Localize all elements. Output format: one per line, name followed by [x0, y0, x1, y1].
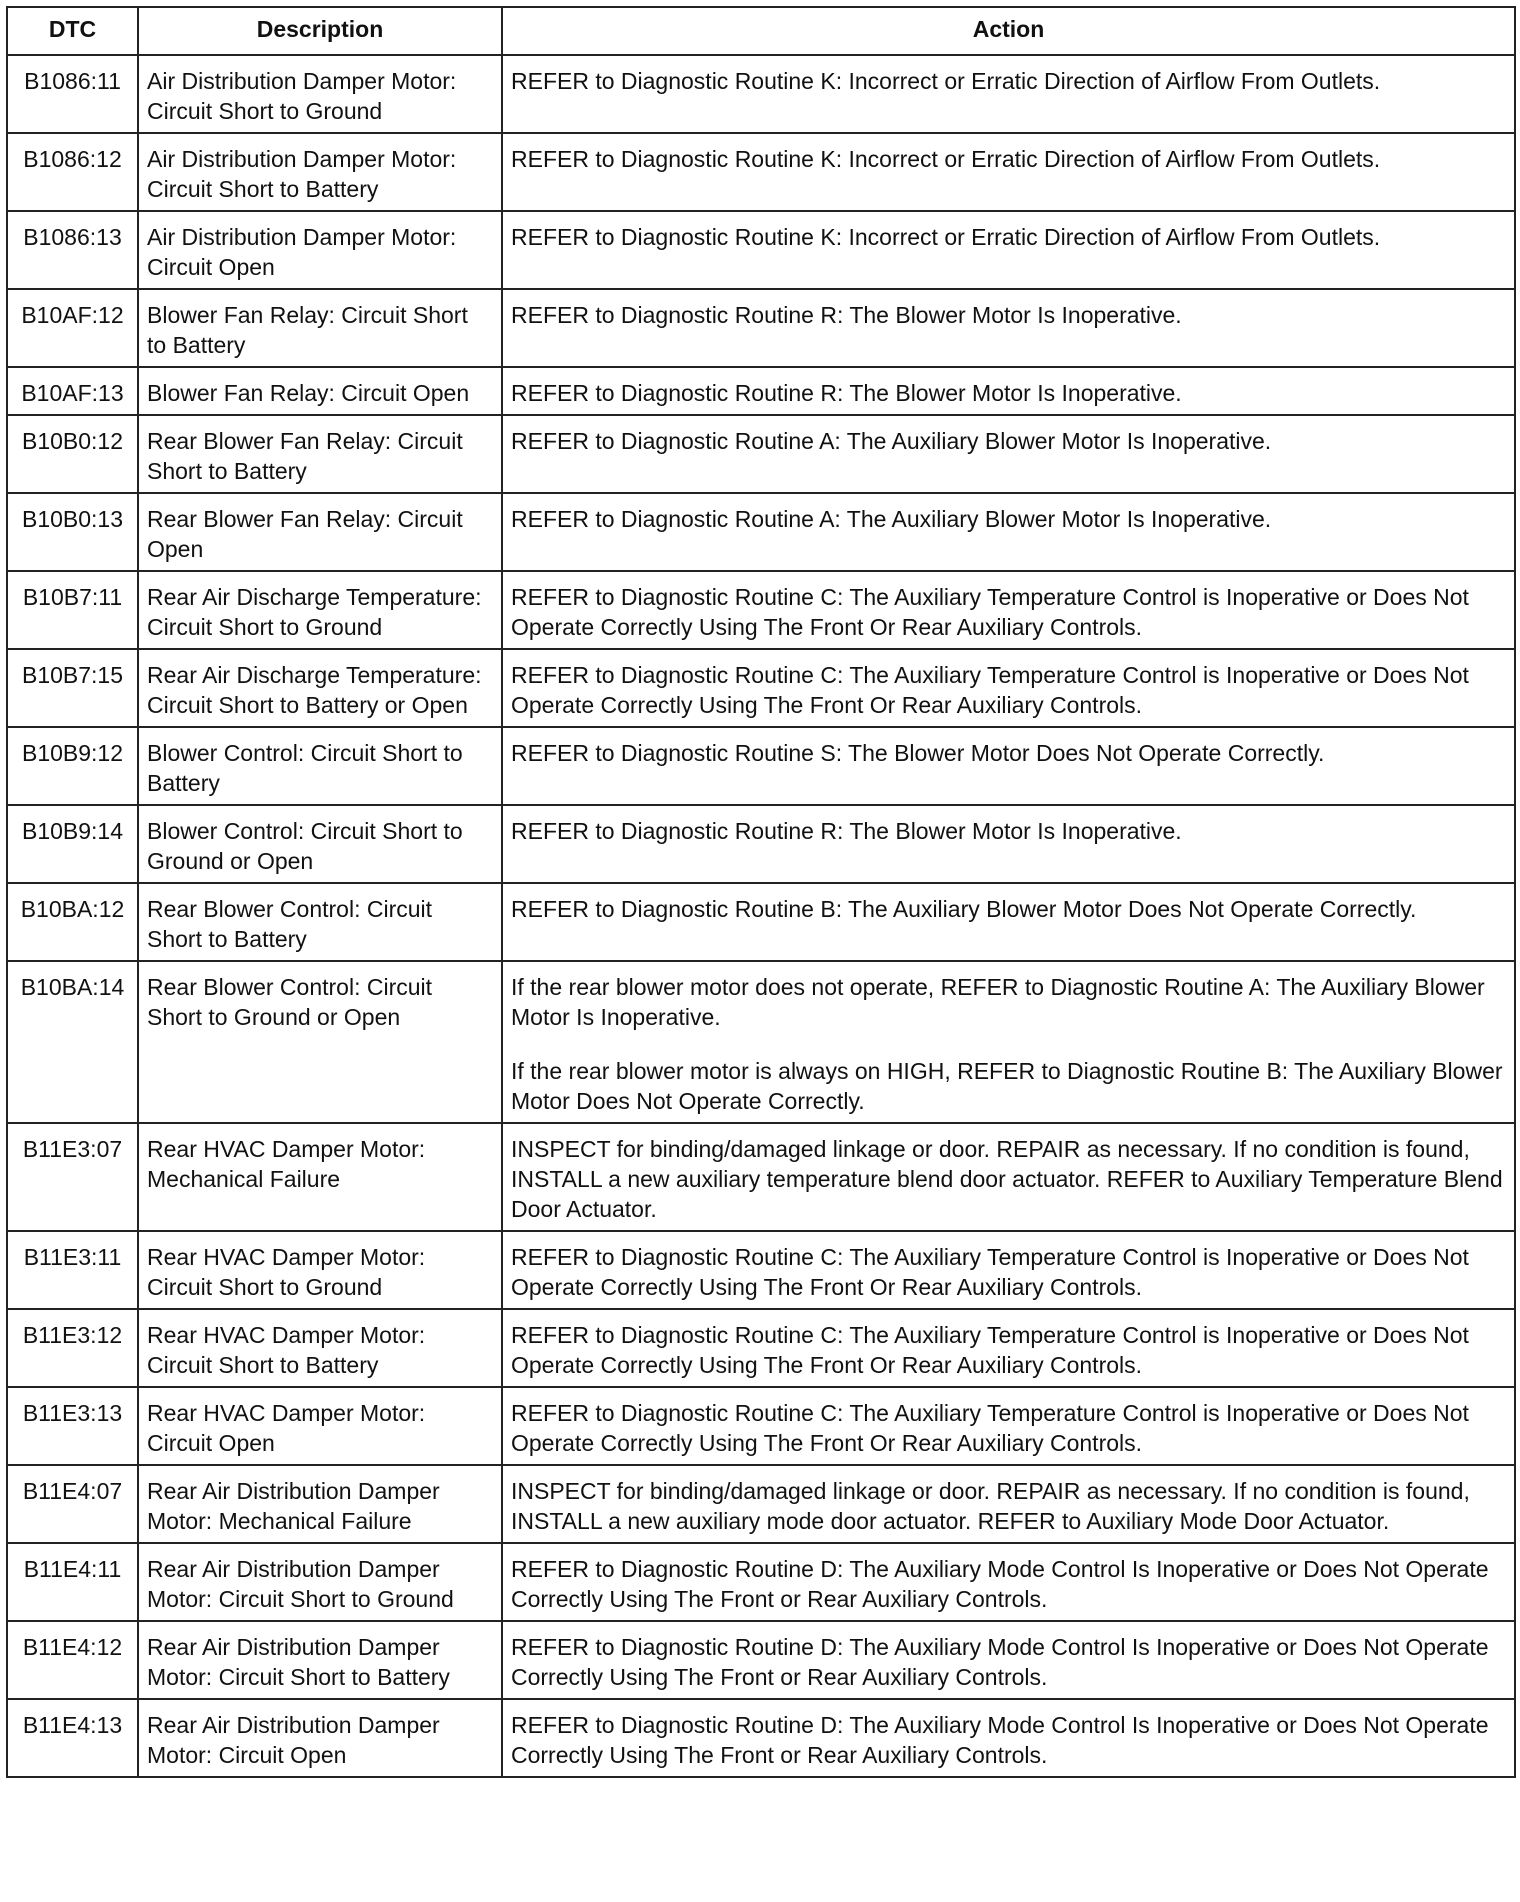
dtc-description: Rear Blower Control: Circuit Short to Ground or Open [138, 961, 502, 1123]
dtc-table [6, 6, 1516, 1778]
action-paragraph: REFER to Diagnostic Routine K: Incorrect or Erratic Direction of Airflow From Outlets. [511, 68, 1381, 94]
dtc-description: Rear Blower Fan Relay: Circuit Open [138, 493, 502, 571]
dtc-code: B10B9:12 [7, 727, 138, 805]
action-paragraph: REFER to Diagnostic Routine A: The Auxiliary Blower Motor Is Inoperative. [511, 428, 1272, 454]
dtc-action [502, 727, 1515, 805]
dtc-code: B10B0:12 [7, 415, 138, 493]
action-paragraph: REFER to Diagnostic Routine D: The Auxiliary Mode Control Is Inoperative or Does Not Operate Correctly Using The Front or Rear Auxiliary Controls. [511, 1634, 1489, 1690]
dtc-description: Rear Blower Control: Circuit Short to Battery [138, 883, 502, 961]
action-paragraph: REFER to Diagnostic Routine C: The Auxiliary Temperature Control is Inoperative or Does Not Operate Correctly Using The Front Or Rear Auxiliary Controls. [511, 1244, 1469, 1300]
dtc-action [502, 415, 1515, 493]
dtc-action [502, 1309, 1515, 1387]
table-row [7, 1123, 1515, 1231]
dtc-description: Blower Fan Relay: Circuit Short to Battery [138, 289, 502, 367]
dtc-code: B1086:12 [7, 133, 138, 211]
dtc-action [502, 571, 1515, 649]
dtc-code: B10BA:12 [7, 883, 138, 961]
dtc-action [502, 1621, 1515, 1699]
dtc-code: B1086:11 [7, 55, 138, 133]
dtc-action [502, 367, 1515, 415]
dtc-description: Blower Control: Circuit Short to Battery [138, 727, 502, 805]
dtc-code: B11E3:12 [7, 1309, 138, 1387]
table-body [7, 55, 1515, 1777]
action-paragraph: REFER to Diagnostic Routine C: The Auxiliary Temperature Control is Inoperative or Does Not Operate Correctly Using The Front Or Rear Auxiliary Controls. [511, 662, 1469, 718]
dtc-action [502, 1387, 1515, 1465]
action-paragraph: REFER to Diagnostic Routine C: The Auxiliary Temperature Control is Inoperative or Does Not Operate Correctly Using The Front Or Rear Auxiliary Controls. [511, 584, 1469, 640]
dtc-description: Rear Air Distribution Damper Motor: Circuit Short to Battery [138, 1621, 502, 1699]
table-row [7, 55, 1515, 133]
dtc-description: Air Distribution Damper Motor: Circuit Short to Ground [138, 55, 502, 133]
action-paragraph: REFER to Diagnostic Routine C: The Auxiliary Temperature Control is Inoperative or Does Not Operate Correctly Using The Front Or Rear Auxiliary Controls. [511, 1322, 1469, 1378]
action-paragraph: REFER to Diagnostic Routine R: The Blower Motor Is Inoperative. [511, 380, 1182, 406]
dtc-action [502, 1543, 1515, 1621]
action-paragraph: REFER to Diagnostic Routine R: The Blower Motor Is Inoperative. [511, 302, 1182, 328]
table-row [7, 1387, 1515, 1465]
table-row [7, 571, 1515, 649]
dtc-code: B10AF:12 [7, 289, 138, 367]
dtc-action [502, 883, 1515, 961]
dtc-code: B11E4:12 [7, 1621, 138, 1699]
dtc-code: B10B9:14 [7, 805, 138, 883]
dtc-description: Rear Air Discharge Temperature: Circuit Short to Ground [138, 571, 502, 649]
dtc-table-container [6, 6, 1516, 1778]
dtc-action [502, 493, 1515, 571]
action-paragraph: REFER to Diagnostic Routine R: The Blower Motor Is Inoperative. [511, 818, 1182, 844]
table-header [7, 7, 1515, 55]
table-row [7, 1699, 1515, 1777]
dtc-description: Rear Air Distribution Damper Motor: Circuit Open [138, 1699, 502, 1777]
action-paragraph: REFER to Diagnostic Routine B: The Auxiliary Blower Motor Does Not Operate Correctly. [511, 896, 1417, 922]
action-paragraph: INSPECT for binding/damaged linkage or door. REPAIR as necessary. If no condition is found, INSTALL a new auxiliary mode door actuator. REFER to Auxiliary Mode Door Actuator. [511, 1478, 1470, 1534]
table-row [7, 1543, 1515, 1621]
table-row [7, 1231, 1515, 1309]
header-dtc: DTC [7, 7, 138, 55]
dtc-action [502, 1699, 1515, 1777]
action-paragraph: INSPECT for binding/damaged linkage or door. REPAIR as necessary. If no condition is found, INSTALL a new auxiliary temperature blend door actuator. REFER to Auxiliary Temperature Blend Door Actuator. [511, 1136, 1503, 1222]
dtc-action [502, 133, 1515, 211]
table-row [7, 415, 1515, 493]
table-row [7, 1309, 1515, 1387]
action-paragraph: REFER to Diagnostic Routine K: Incorrect or Erratic Direction of Airflow From Outlets. [511, 146, 1381, 172]
action-paragraph: REFER to Diagnostic Routine D: The Auxiliary Mode Control Is Inoperative or Does Not Operate Correctly Using The Front or Rear Auxiliary Controls. [511, 1712, 1489, 1768]
header-action: Action [502, 7, 1515, 55]
table-row [7, 133, 1515, 211]
dtc-description: Rear Air Distribution Damper Motor: Mechanical Failure [138, 1465, 502, 1543]
action-paragraph: REFER to Diagnostic Routine C: The Auxiliary Temperature Control is Inoperative or Does Not Operate Correctly Using The Front Or Rear Auxiliary Controls. [511, 1400, 1469, 1456]
dtc-code: B10B7:15 [7, 649, 138, 727]
dtc-description: Rear HVAC Damper Motor: Circuit Short to Battery [138, 1309, 502, 1387]
table-row [7, 961, 1515, 1123]
table-row [7, 493, 1515, 571]
action-paragraph: If the rear blower motor is always on HIGH, REFER to Diagnostic Routine B: The Auxiliary Blower Motor Does Not Operate Correctly. [511, 1058, 1503, 1114]
dtc-action [502, 805, 1515, 883]
dtc-description: Air Distribution Damper Motor: Circuit Short to Battery [138, 133, 502, 211]
dtc-description: Rear HVAC Damper Motor: Circuit Short to Ground [138, 1231, 502, 1309]
table-row [7, 1465, 1515, 1543]
dtc-action [502, 961, 1515, 1123]
table-row [7, 727, 1515, 805]
action-paragraph: REFER to Diagnostic Routine A: The Auxiliary Blower Motor Is Inoperative. [511, 506, 1272, 532]
dtc-code: B11E3:13 [7, 1387, 138, 1465]
action-paragraph: REFER to Diagnostic Routine D: The Auxiliary Mode Control Is Inoperative or Does Not Operate Correctly Using The Front or Rear Auxiliary Controls. [511, 1556, 1489, 1612]
dtc-description: Blower Fan Relay: Circuit Open [138, 367, 502, 415]
action-paragraph: If the rear blower motor does not operate, REFER to Diagnostic Routine A: The Auxiliary Blower Motor Is Inoperative. [511, 974, 1485, 1030]
dtc-action [502, 211, 1515, 289]
dtc-description: Rear Air Distribution Damper Motor: Circuit Short to Ground [138, 1543, 502, 1621]
dtc-code: B11E4:11 [7, 1543, 138, 1621]
table-row [7, 805, 1515, 883]
header-row [7, 7, 1515, 55]
dtc-description: Rear Blower Fan Relay: Circuit Short to Battery [138, 415, 502, 493]
dtc-action [502, 1123, 1515, 1231]
dtc-code: B10B0:13 [7, 493, 138, 571]
dtc-code: B11E4:13 [7, 1699, 138, 1777]
dtc-code: B1086:13 [7, 211, 138, 289]
table-row [7, 211, 1515, 289]
dtc-action [502, 649, 1515, 727]
dtc-description: Rear Air Discharge Temperature: Circuit Short to Battery or Open [138, 649, 502, 727]
table-row [7, 649, 1515, 727]
table-row [7, 367, 1515, 415]
table-row [7, 289, 1515, 367]
dtc-description: Air Distribution Damper Motor: Circuit Open [138, 211, 502, 289]
dtc-code: B11E3:11 [7, 1231, 138, 1309]
dtc-code: B10BA:14 [7, 961, 138, 1123]
dtc-action [502, 1465, 1515, 1543]
dtc-action [502, 1231, 1515, 1309]
action-paragraph: REFER to Diagnostic Routine K: Incorrect or Erratic Direction of Airflow From Outlets. [511, 224, 1381, 250]
table-row [7, 883, 1515, 961]
dtc-description: Blower Control: Circuit Short to Ground or Open [138, 805, 502, 883]
dtc-action [502, 55, 1515, 133]
table-row [7, 1621, 1515, 1699]
dtc-code: B10B7:11 [7, 571, 138, 649]
dtc-description: Rear HVAC Damper Motor: Circuit Open [138, 1387, 502, 1465]
dtc-description: Rear HVAC Damper Motor: Mechanical Failure [138, 1123, 502, 1231]
dtc-code: B10AF:13 [7, 367, 138, 415]
dtc-code: B11E4:07 [7, 1465, 138, 1543]
dtc-action [502, 289, 1515, 367]
header-description: Description [138, 7, 502, 55]
action-paragraph: REFER to Diagnostic Routine S: The Blower Motor Does Not Operate Correctly. [511, 740, 1325, 766]
dtc-code: B11E3:07 [7, 1123, 138, 1231]
